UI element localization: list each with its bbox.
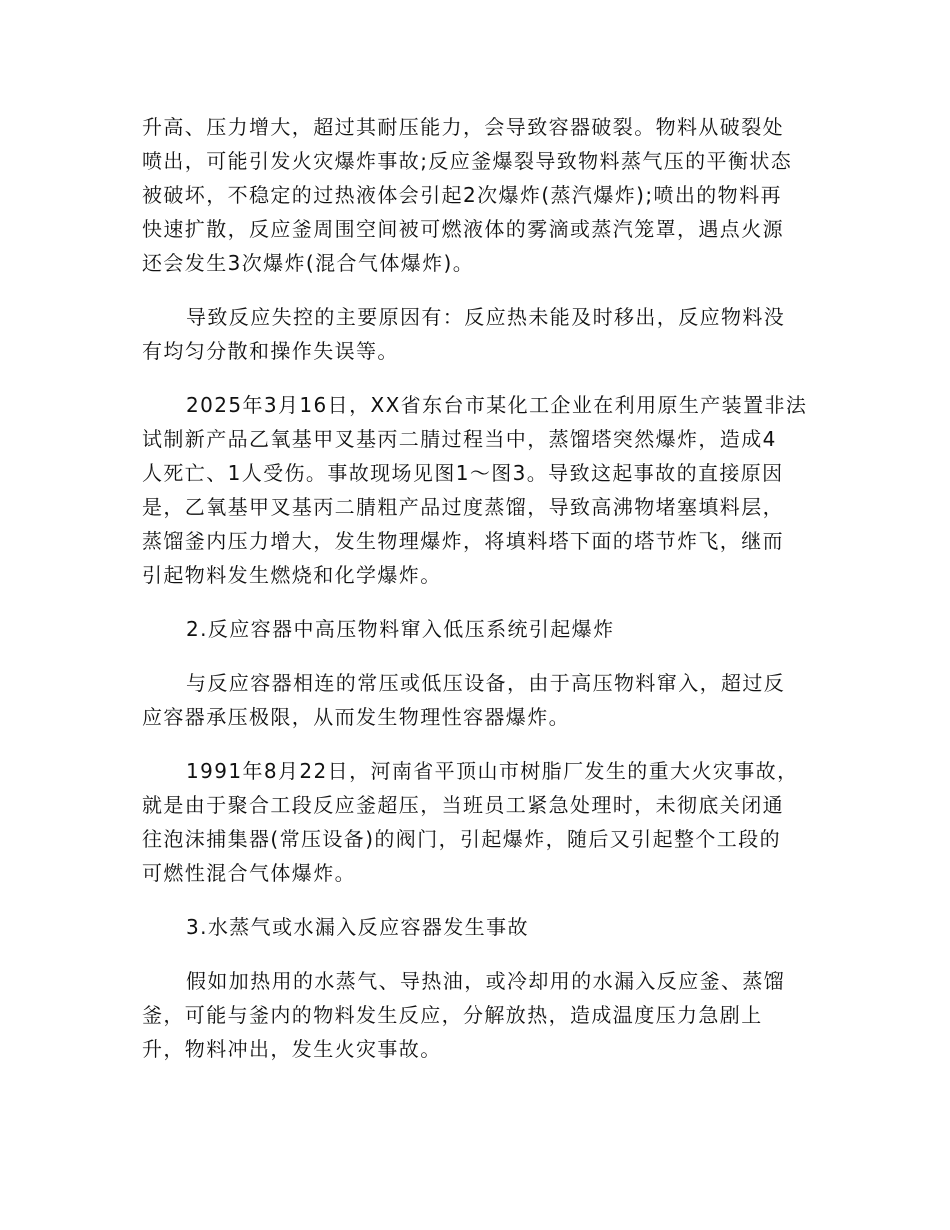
- text-line: 升，物料冲出，发生火灾事故。: [142, 1037, 442, 1061]
- text-line: 应容器承压极限，从而发生物理性容器爆炸。: [142, 705, 570, 729]
- text-line: 2025年3月16日，XX省东台市某化工企业在利用原生产装置非法: [186, 393, 808, 417]
- text-line: 是，乙氧基甲叉基丙二腈粗产品过度蒸馏，导致高沸物堵塞填料层，: [142, 495, 784, 519]
- text-line: 人死亡、1人受伤。事故现场见图1～图3。导致这起事故的直接原因: [142, 461, 784, 485]
- text-line: 导致反应失控的主要原因有：反应热未能及时移出，反应物料没: [186, 305, 786, 329]
- text-line: 升高、压力增大，超过其耐压能力，会导致容器破裂。物料从破裂处: [142, 115, 784, 139]
- text-line: 被破坏，不稳定的过热液体会引起2次爆炸(蒸汽爆炸);喷出的物料再: [142, 183, 782, 207]
- text-line: 往泡沫捕集器(常压设备)的阀门，引起爆炸，随后又引起整个工段的: [142, 827, 782, 851]
- text-line: 还会发生3次爆炸(混合气体爆炸)。: [142, 251, 475, 275]
- text-line: 快速扩散，反应釜周围空间被可燃液体的雾滴或蒸汽笼罩，遇点火源: [142, 217, 784, 241]
- text-line: 喷出，可能引发火灾爆炸事故;反应釜爆裂导致物料蒸气压的平衡状态: [142, 149, 793, 173]
- text-line: 就是由于聚合工段反应釜超压，当班员工紧急处理时，未彻底关闭通: [142, 793, 784, 817]
- text-line: 可燃性混合气体爆炸。: [142, 861, 356, 885]
- text-line: 试制新产品乙氧基甲叉基丙二腈过程当中，蒸馏塔突然爆炸，造成4: [142, 427, 777, 451]
- section-heading-water-leak: 3.水蒸气或水漏入反应容器发生事故: [186, 915, 529, 939]
- text-line: 1991年8月22日，河南省平顶山市树脂厂发生的重大火灾事故，: [186, 759, 799, 783]
- text-line: 引起物料发生燃烧和化学爆炸。: [142, 563, 442, 587]
- section-heading-high-pressure-backflow: 2.反应容器中高压物料窜入低压系统引起爆炸: [186, 617, 615, 641]
- text-line: 蒸馏釜内压力增大，发生物理爆炸，将填料塔下面的塔节炸飞，继而: [142, 529, 784, 553]
- text-line: 假如加热用的水蒸气、导热油，或冷却用的水漏入反应釜、蒸馏: [186, 969, 786, 993]
- text-line: 釜，可能与釜内的物料发生反应，分解放热，造成温度压力急剧上: [142, 1003, 763, 1027]
- text-line: 有均匀分散和操作失误等。: [142, 339, 399, 363]
- text-line: 与反应容器相连的常压或低压设备，由于高压物料窜入，超过反: [186, 671, 786, 695]
